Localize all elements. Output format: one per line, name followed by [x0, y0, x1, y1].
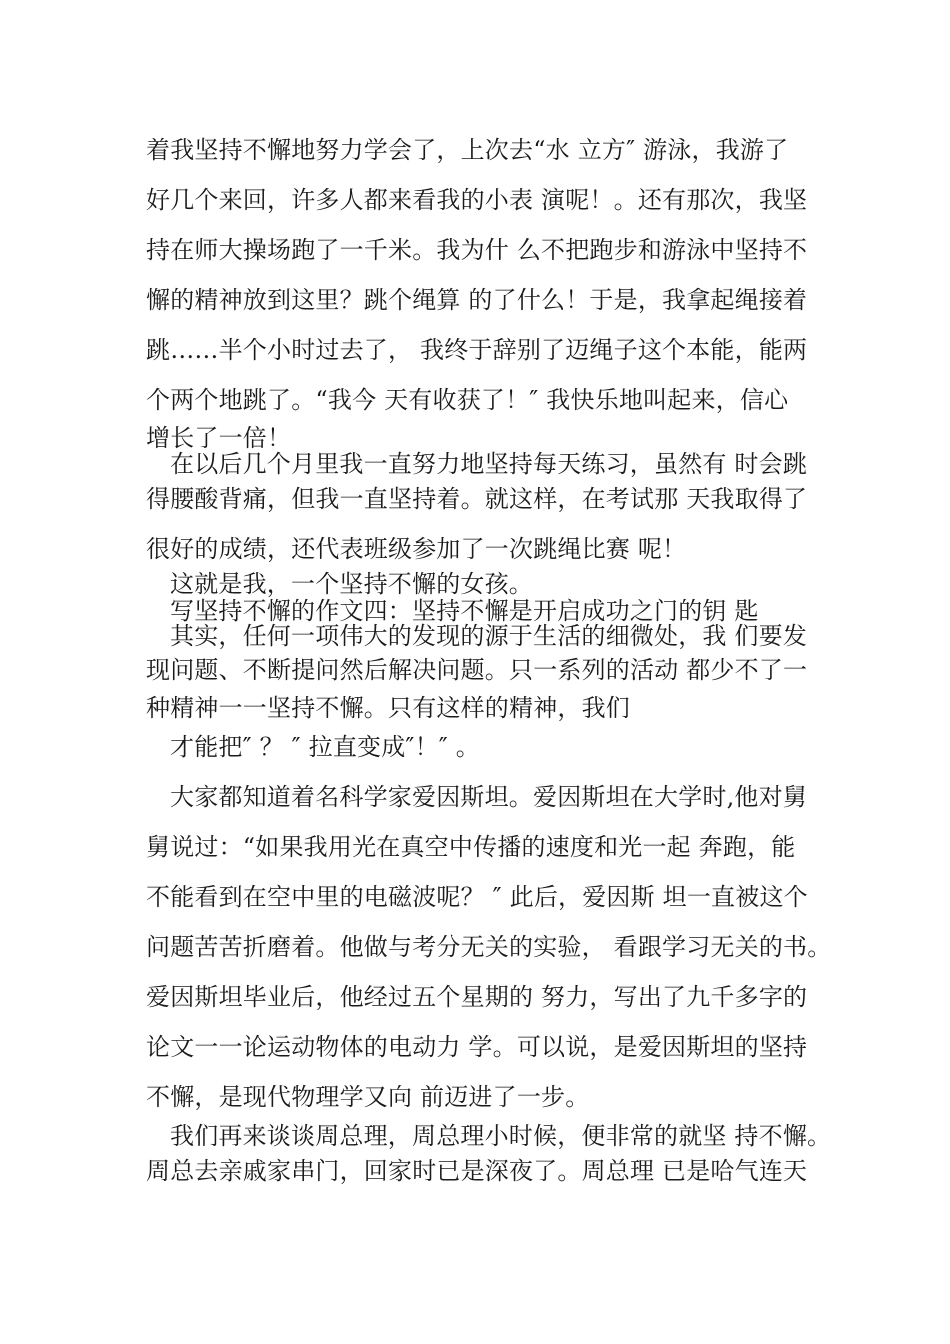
text-line: 增长了一倍！	[146, 424, 292, 452]
text-line: 不能看到在空中里的电磁波呢？ ″ 此后，爱因斯 坦一直被这个	[146, 883, 808, 911]
paragraph-start-line: 其实，任何一项伟大的发现的源于生活的细微处，我 们要发	[170, 622, 808, 650]
text-line: 种精神一一坚持不懈。只有这样的精神，我们	[146, 694, 630, 722]
paragraph-start-line: 大家都知道着名科学家爱因斯坦。爱因斯坦在大学时,他对舅	[170, 783, 808, 811]
paragraph-start-line: 才能把″ ？ ″ 拉直变成″！″ 。	[170, 733, 480, 761]
section-heading: 写坚持不懈的作文四：坚持不懈是开启成功之门的钥 匙	[170, 597, 759, 625]
text-line: 论文一一论运动物体的电动力 学。可以说，是爱因斯坦的坚持	[146, 1033, 808, 1061]
text-line: 问题苦苦折磨着。他做与考分无关的实验， 看跟学习无关的书。	[146, 933, 832, 961]
paragraph-start-line: 这就是我，一个坚持不懈的女孩。	[170, 570, 533, 598]
text-line: 持在师大操场跑了一千米。我为什 么不把跑步和游泳中坚持不	[146, 236, 808, 264]
text-line: 爱因斯坦毕业后，他经过五个星期的 努力，写出了九千多字的	[146, 983, 808, 1011]
text-line: 好几个来回，许多人都来看我的小表 演呢！。还有那次，我坚	[146, 186, 808, 214]
text-line: 周总去亲戚家串门，回家时已是深夜了。周总理 已是哈气连天	[146, 1157, 808, 1185]
text-line: 跳……半个小时过去了， 我终于辞别了迈绳子这个本能，能两	[146, 336, 808, 364]
text-line: 很好的成绩，还代表班级参加了一次跳绳比赛 呢！	[146, 535, 687, 563]
text-line: 现问题、不断提问然后解决问题。只一系列的活动 都少不了一	[146, 656, 808, 684]
paragraph-start-line: 我们再来谈谈周总理，周总理小时候，便非常的就坚 持不懈。	[170, 1122, 832, 1150]
text-line: 不懈，是现代物理学又向 前迈进了一步。	[146, 1083, 590, 1111]
text-line: 个两个地跳了。“我今 天有收获了！″ 我快乐地叫起来，信心	[146, 386, 789, 414]
text-line: 懈的精神放到这里？跳个绳算 的了什么！于是，我拿起绳接着	[146, 286, 808, 314]
text-line: 舅说过：“如果我用光在真空中传播的速度和光一起 奔跑，能	[146, 833, 796, 861]
text-line: 得腰酸背痛，但我一直坚持着。就这样，在考试那 天我取得了	[146, 485, 808, 513]
text-line: 着我坚持不懈地努力学会了，上次去“水 立方″ 游泳，我游了	[146, 136, 789, 164]
paragraph-start-line: 在以后几个月里我一直努力地坚持每天练习，虽然有 时会跳	[170, 450, 808, 478]
